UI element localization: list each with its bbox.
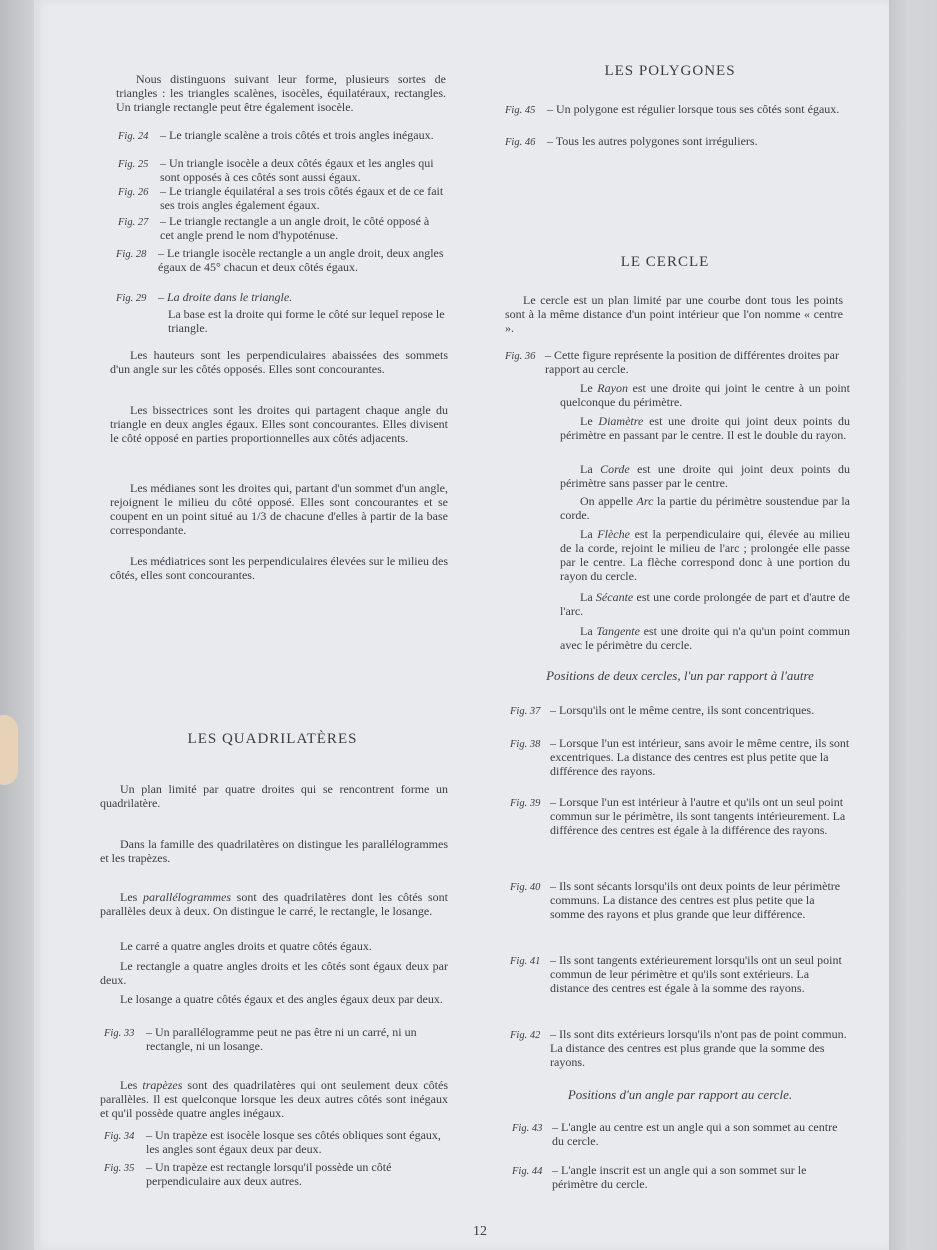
fig-text: Ils sont dits extérieurs lorsqu'ils n'ont pas de point commun. La distance des centres est plus grande que la somme des rayons. [550, 1027, 847, 1069]
fig-text: Lorsqu'ils ont le même centre, ils sont concentriques. [559, 703, 815, 717]
fig-40: Fig. 40 – Ils sont sécants lorsqu'ils ont deux points de leur périmètre communs. La distance des centres est plus petite que la somme des rayons et plus grande que leur différence. [510, 879, 841, 921]
fig-46: Fig. 46 – Tous les autres polygones sont irréguliers. [505, 134, 758, 148]
fig-text: Lorsque l'un est intérieur, sans avoir le même centre, ils sont excentriques. La distance des centres est plus petite que la différence des rayons. [550, 736, 850, 778]
triangles-intro: Nous distinguons suivant leur forme, plusieurs sortes de triangles : les triangles scalènes, isocèles, équilatéraux, rectangles. Un triangle rectangle peut être également isocèle. [116, 72, 446, 114]
term-arc: Arc [636, 494, 654, 508]
fig-35: Fig. 35 – Un trapèze est rectangle lorsqu'il possède un côté perpendiculaire aux deux autres. [104, 1160, 392, 1188]
fig-text: Le triangle rectangle a un angle droit, le côté opposé à cet angle prend le nom d'hypoténuse. [160, 214, 430, 242]
fig-28: Fig. 28 – Le triangle isocèle rectangle a un angle droit, deux angles égaux de 45° chacun et deux côtés égaux. [116, 246, 444, 274]
term-trapezes: trapèzes [142, 1078, 183, 1092]
quadrilateres-family: Dans la famille des quadrilatères on distingue les parallélogrammes et les trapèzes. [100, 837, 448, 865]
fig-label: Fig. 24 [118, 131, 149, 142]
rayon-paragraph: Le Rayon est une droite qui joint le centre à un point quelconque du périmètre. [560, 381, 851, 409]
quadrilateres-intro: Un plan limité par quatre droites qui se rencontrent forme un quadrilatère. [100, 782, 448, 810]
page-number: 12 [473, 1224, 487, 1239]
fig-34: Fig. 34 – Un trapèze est isocèle losque ses côtés obliques sont égaux, les angles sont égaux deux par deux. [104, 1128, 441, 1156]
fig-text: Un trapèze est isocèle losque ses côtés obliques sont égaux, les angles sont égaux deux par deux. [146, 1128, 441, 1156]
fig-label: Fig. 41 [510, 956, 541, 967]
fig-label: Fig. 28 [116, 249, 147, 260]
fig-label: Fig. 46 [505, 137, 536, 148]
mediatrices-paragraph: Les médiatrices sont les perpendiculaires élevées sur le milieu des côtés, elles sont concourantes. [110, 554, 448, 582]
secante-paragraph: La Sécante est une corde prolongée de part et d'autre de l'arc. [560, 590, 850, 618]
positions-cercles-heading: Positions de deux cercles, l'un par rapport à l'autre [546, 668, 814, 683]
fig-label: Fig. 40 [510, 882, 541, 893]
cercle-heading: LE CERCLE [620, 254, 710, 270]
diametre-paragraph: Le Diamètre est une droite qui joint deux points du périmètre en passant par le centre. Il est le double du rayon. [560, 414, 851, 442]
fig-42: Fig. 42 – Ils sont dits extérieurs lorsqu'ils n'ont pas de point commun. La distance des centres est plus grande que la somme des rayons. [510, 1027, 847, 1069]
fig-label: Fig. 39 [510, 798, 541, 809]
rectangle-paragraph: Le rectangle a quatre angles droits et les côtés sont égaux deux par deux. [100, 959, 448, 987]
bissectrices-paragraph: Les bissectrices sont les droites qui partagent chaque angle du triangle en deux angles égaux. Elles sont concourantes. Elles divisent le côté opposé en parties proportionnelles aux côtés adjacents. [110, 403, 448, 445]
quadrilateres-heading: LES QUADRILATÈRES [187, 731, 358, 747]
term-corde: Corde [600, 462, 630, 476]
fig-label: Fig. 45 [505, 105, 536, 116]
fig-label: Fig. 25 [118, 159, 149, 170]
polygones-heading: LES POLYGONES [604, 63, 736, 79]
fig-43: Fig. 43 – L'angle au centre est un angle qui a son sommet au centre du cercle. [512, 1120, 838, 1148]
book-gutter-left [0, 0, 34, 1250]
fig-text: Le triangle équilatéral a ses trois côtés égaux et de ce fait ses trois angles également égaux. [160, 184, 444, 212]
positions-angle-heading: Positions d'un angle par rapport au cercle. [567, 1087, 793, 1102]
fig-45: Fig. 45 – Un polygone est régulier lorsque tous ses côtés sont égaux. [505, 102, 840, 116]
fig-title: La droite dans le triangle. [167, 290, 293, 304]
page-stack-right [889, 0, 937, 1250]
fig-37: Fig. 37 – Lorsqu'ils ont le même centre, ils sont concentriques. [510, 703, 815, 717]
fig-label: Fig. 33 [104, 1028, 135, 1039]
corde-paragraph: La Corde est une droite qui joint deux points du périmètre sans passer par le centre. [560, 462, 851, 490]
trapezes-paragraph: Les trapèzes sont des quadrilatères qui ont seulement deux côtés parallèles. Il est quelconque lorsque les deux autres côtés sont inégaux et qu'il possède quatre angles inégaux. [100, 1078, 448, 1120]
term-fleche: Flèche [597, 527, 630, 541]
losange-paragraph: Le losange a quatre côtés égaux et des angles égaux deux par deux. [120, 992, 443, 1006]
fig-39: Fig. 39 – Lorsque l'un est intérieur à l'autre et qu'ils ont un seul point commun sur le périmètre, ils sont tangents intérieurement. La différence des centres est égale à la différence des rayons. [510, 795, 846, 837]
fig-text: L'angle inscrit est un angle qui a son sommet sur le périmètre du cercle. [552, 1163, 807, 1191]
hauteurs-paragraph: Les hauteurs sont les perpendiculaires abaissées des sommets d'un angle sur les côtés opposés. Elles sont concourantes. [110, 348, 448, 376]
fig-44: Fig. 44 – L'angle inscrit est un angle qui a son sommet sur le périmètre du cercle. [512, 1163, 807, 1191]
fig-25: Fig. 25 – Un triangle isocèle a deux côtés égaux et les angles qui sont opposés à ces côtés sont aussi égaux. [118, 156, 434, 184]
fig-38: Fig. 38 – Lorsque l'un est intérieur, sans avoir le même centre, ils sont excentriques. La distance des centres est plus petite que la différence des rayons. [510, 736, 850, 778]
fig-label: Fig. 26 [118, 187, 149, 198]
fig-text: Tous les autres polygones sont irréguliers. [555, 134, 758, 148]
medianes-paragraph: Les médianes sont les droites qui, partant d'un sommet d'un angle, rejoignent le milieu du côté opposé. Elles sont concourantes et se coupent en un point situé au 1/3 de chacune d'elles à partir de la base correspondante. [110, 481, 448, 537]
carre-paragraph: Le carré a quatre angles droits et quatre côtés égaux. [120, 939, 372, 953]
cercle-intro: Le cercle est un plan limité par une courbe dont tous les points sont à la même distance d'un point intérieur que l'on nomme « centre ». [505, 293, 843, 335]
fig-text: Un triangle isocèle a deux côtés égaux et les angles qui sont opposés à ces côtés sont aussi égaux. [160, 156, 434, 184]
fleche-paragraph: La Flèche est la perpendiculaire qui, élevée au milieu de la corde, rejoint le milieu de l'arc ; prolongée elle passe par le centre. La flèche correspond donc à une portion du rayon du cercle. [560, 527, 850, 583]
fig-text: Un parallélogramme peut ne pas être ni un carré, ni un rectangle, ni un losange. [146, 1025, 417, 1053]
fig-27: Fig. 27 – Le triangle rectangle a un angle droit, le côté opposé à cet angle prend le nom d'hypoténuse. [118, 214, 430, 242]
fig-text: Cette figure représente la position de différentes droites par rapport au cercle. [545, 348, 840, 376]
fig-text: Lorsque l'un est intérieur à l'autre et qu'ils ont un seul point commun sur le périmètre, ils sont tangents intérieurement. La différence des centres est égale à la différence des rayons. [550, 795, 846, 837]
fig-36: Fig. 36 – Cette figure représente la position de différentes droites par rapport au cercle. [505, 348, 840, 376]
tangente-paragraph: La Tangente est une droite qui n'a qu'un point commun avec le périmètre du cercle. [560, 624, 851, 652]
fig-text: Ils sont tangents extérieurement lorsqu'ils ont un seul point commun de leur périmètre et qu'ils sont extérieurs. La distance des centres est égale à la somme des rayons. [550, 953, 842, 995]
fig-41: Fig. 41 – Ils sont tangents extérieurement lorsqu'ils ont un seul point commun de leur périmètre et qu'ils sont extérieurs. La distance des centres est égale à la somme des rayons. [510, 953, 842, 995]
fig-label: Fig. 35 [104, 1163, 135, 1174]
fig-label: Fig. 37 [510, 706, 541, 717]
term-secante: Sécante [595, 590, 634, 604]
term-parallelogrammes: parallélogrammes [143, 890, 231, 904]
fig-text: La base est la droite qui forme le côté sur lequel repose le triangle. [168, 307, 445, 335]
fig-label: Fig. 29 [116, 293, 147, 304]
arc-paragraph: On appelle Arc la partie du périmètre soustendue par la corde. [560, 494, 850, 522]
fig-label: Fig. 43 [512, 1123, 543, 1134]
fig-24: Fig. 24 – Le triangle scalène a trois côtés et trois angles inégaux. [118, 128, 434, 142]
fig-text: Un trapèze est rectangle lorsqu'il possède un côté perpendiculaire aux deux autres. [146, 1160, 392, 1188]
fig-label: Fig. 36 [505, 351, 536, 362]
fig-text: Le triangle isocèle rectangle a un angle droit, deux angles égaux de 45° chacun et deux côtés égaux. [158, 246, 444, 274]
term-rayon: Rayon [597, 381, 628, 395]
term-diametre: Diamètre [598, 414, 644, 428]
parallelogrammes-paragraph: Les parallélogrammes sont des quadrilatères dont les côtés sont parallèles deux à deux. On distingue le carré, le rectangle, le losange. [100, 890, 448, 918]
fig-text: L'angle au centre est un angle qui a son sommet au centre du cercle. [552, 1120, 838, 1148]
fig-text: Un polygone est régulier lorsque tous ses côtés sont égaux. [556, 102, 840, 116]
fig-text: Ils sont sécants lorsqu'ils ont deux points de leur périmètre communs. La distance des centres est plus petite que la somme des rayons et plus grande que leur différence. [550, 879, 841, 921]
fig-label: Fig. 42 [510, 1030, 541, 1041]
fig-label: Fig. 44 [512, 1166, 543, 1177]
fig-33: Fig. 33 – Un parallélogramme peut ne pas être ni un carré, ni un rectangle, ni un losange. [104, 1025, 417, 1053]
fig-26: Fig. 26 – Le triangle équilatéral a ses trois côtés égaux et de ce fait ses trois angles également égaux. [118, 184, 444, 212]
term-tangente: Tangente [596, 624, 640, 638]
fig-label: Fig. 38 [510, 739, 541, 750]
thumb-holding-page [0, 715, 18, 785]
fig-text: Le triangle scalène a trois côtés et trois angles inégaux. [169, 128, 434, 142]
fig-label: Fig. 34 [104, 1131, 135, 1142]
fig-label: Fig. 27 [118, 217, 149, 228]
fig-29: Fig. 29 – La droite dans le triangle. La base est la droite qui forme le côté sur lequel repose le triangle. [116, 290, 445, 335]
